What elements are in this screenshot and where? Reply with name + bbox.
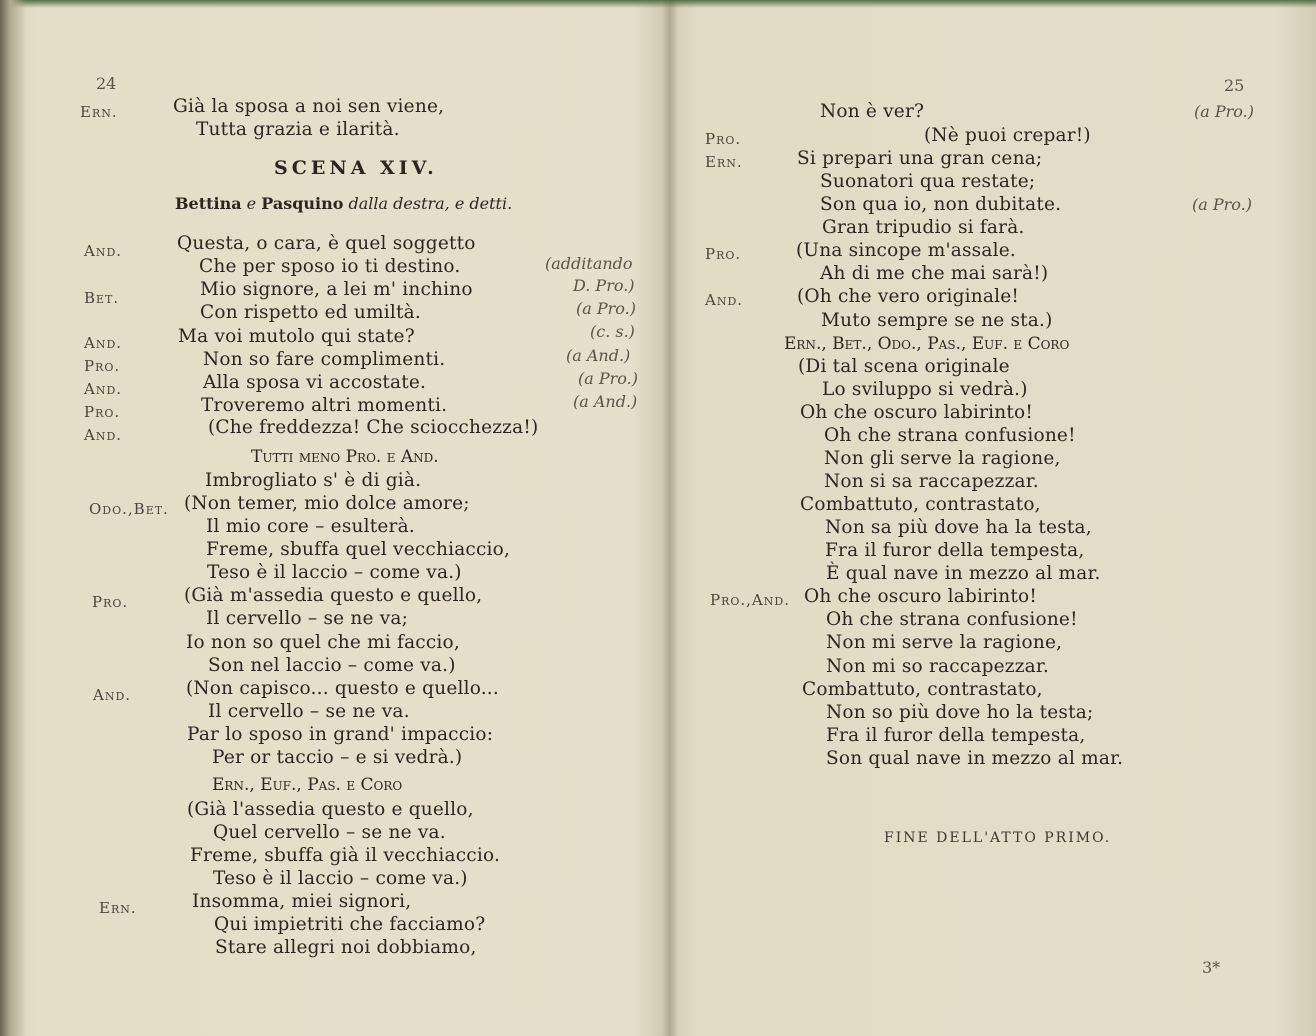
verse-line: (Che freddezza! Che sciocchezza!) xyxy=(208,417,539,438)
cast-name: Pasquino xyxy=(261,194,344,213)
verse-line: Combattuto, contrastato, xyxy=(802,679,1043,700)
cast-name: Bettina xyxy=(175,194,242,213)
verse-line: Teso è il laccio – come va.) xyxy=(213,868,468,889)
group-heading: Ern., Euf., Pas. e Coro xyxy=(212,775,403,795)
speaker: Ern. xyxy=(705,153,743,171)
stage-direction: (a And.) xyxy=(573,392,638,411)
verse-line: Gran tripudio si farà. xyxy=(822,217,1025,238)
cast-direction: dalla destra, e detti. xyxy=(348,194,513,213)
verse-line: Che per sposo io ti destino. xyxy=(199,256,461,277)
speaker: Pro. xyxy=(705,130,742,148)
cast-line xyxy=(175,194,512,213)
verse-line: Muto sempre se ne sta.) xyxy=(821,310,1053,331)
verse-line: (Non capisco... questo e quello... xyxy=(186,678,499,699)
verse-line: Con rispetto ed umiltà. xyxy=(200,302,421,323)
scene-heading: SCENA XIV. xyxy=(274,157,438,179)
verse-line: (Una sincope m'assale. xyxy=(796,240,1016,261)
verse-line: (Nè puoi crepar!) xyxy=(924,125,1091,146)
stage-direction: (additando xyxy=(545,254,633,273)
speaker: And. xyxy=(705,291,744,309)
verse-line: Non mi serve la ragione, xyxy=(826,632,1063,653)
stage-direction: (a Pro.) xyxy=(576,299,636,318)
speaker: Ern. xyxy=(99,899,137,917)
speaker: And. xyxy=(84,380,123,398)
verse-line: Questa, o cara, è quel soggetto xyxy=(177,233,476,254)
verse-line: Suonatori qua restate; xyxy=(820,171,1036,192)
verse-line: (Di tal scena originale xyxy=(798,356,1010,377)
verse-line: Ma voi mutolo qui state? xyxy=(178,326,415,347)
page-number: 25 xyxy=(1224,76,1245,95)
end-of-act: FINE DELL'ATTO PRIMO. xyxy=(884,830,1112,846)
verse-line: Oh che oscuro labirinto! xyxy=(804,586,1038,607)
verse-line: Qui impietriti che facciamo? xyxy=(214,914,486,935)
speaker: And. xyxy=(84,242,123,260)
speaker: Pro. xyxy=(84,403,121,421)
verse-line: Io non so quel che mi faccio, xyxy=(186,632,460,653)
cast-conj: e xyxy=(246,194,257,213)
verse-line: Son qual nave in mezzo al mar. xyxy=(826,748,1124,769)
verse-line: Freme, sbuffa quel vecchiaccio, xyxy=(206,539,511,560)
verse-line: (Già m'assedia questo e quello, xyxy=(184,585,483,606)
speaker: And. xyxy=(84,334,123,352)
verse-line: (Oh che vero originale! xyxy=(797,286,1020,307)
verse-line: Teso è il laccio – come va.) xyxy=(207,562,462,583)
verse-line: Non si sa raccapezzar. xyxy=(824,471,1039,492)
verse-line: Ah di me che mai sarà!) xyxy=(820,263,1049,284)
speaker: And. xyxy=(84,426,123,444)
speaker: Odo.,Bet. xyxy=(89,500,169,518)
speaker: Pro. xyxy=(92,593,129,611)
speaker: Pro. xyxy=(84,357,121,375)
verse-line: Son nel laccio – come va.) xyxy=(208,655,456,676)
verse-line: Insomma, miei signori, xyxy=(192,891,412,912)
verse-line: Alla sposa vi accostate. xyxy=(203,372,427,393)
verse-line: Lo sviluppo si vedrà.) xyxy=(822,379,1028,400)
verse-line: Il cervello – se ne va; xyxy=(206,608,409,629)
group-heading: Tutti meno Pro. e And. xyxy=(251,447,439,467)
page-number: 24 xyxy=(96,74,117,93)
verse-line: Oh che oscuro labirinto! xyxy=(800,402,1034,423)
verse-line: Par lo sposo in grand' impaccio: xyxy=(187,724,494,745)
verse-line: Fra il furor della tempesta, xyxy=(826,725,1086,746)
verse-line: Già la sposa a noi sen viene, xyxy=(173,96,445,117)
verse-line: Non so fare complimenti. xyxy=(203,349,446,370)
verse-line: Non mi so raccapezzar. xyxy=(826,656,1050,677)
right-page xyxy=(676,0,1316,1036)
signature-mark: 3* xyxy=(1202,958,1221,977)
stage-direction: (c. s.) xyxy=(590,322,635,341)
verse-line: Imbrogliato s' è di già. xyxy=(205,470,422,491)
verse-line: È qual nave in mezzo al mar. xyxy=(826,563,1101,584)
stage-direction: (a Pro.) xyxy=(578,369,638,388)
stage-direction: (a Pro.) xyxy=(1192,195,1252,214)
speaker: Ern. xyxy=(80,103,118,121)
stage-direction: D. Pro.) xyxy=(573,276,635,295)
verse-line: Oh che strana confusione! xyxy=(824,425,1076,446)
verse-line: Freme, sbuffa già il vecchiaccio. xyxy=(190,845,501,866)
stage-direction: (a Pro.) xyxy=(1194,102,1254,121)
verse-line: Non è ver? xyxy=(820,101,925,122)
verse-line: Non gli serve la ragione, xyxy=(824,448,1061,469)
verse-line: Fra il furor della tempesta, xyxy=(825,540,1085,561)
verse-line: Tutta grazia e ilarità. xyxy=(196,119,400,140)
verse-line: Per or taccio – e si vedrà.) xyxy=(212,747,463,768)
speaker: And. xyxy=(93,686,132,704)
verse-line: Mio signore, a lei m' inchino xyxy=(200,279,473,300)
verse-line: Stare allegri noi dobbiamo, xyxy=(215,937,477,958)
verse-line: Combattuto, contrastato, xyxy=(800,494,1041,515)
speaker: Bet. xyxy=(84,289,120,307)
stage-direction: (a And.) xyxy=(566,346,631,365)
speaker: Pro.,And. xyxy=(710,591,790,609)
verse-line: Si prepari una gran cena; xyxy=(797,148,1043,169)
group-heading: Ern., Bet., Odo., Pas., Euf. e Coro xyxy=(784,334,1070,354)
speaker: Pro. xyxy=(705,245,742,263)
verse-line: Son qua io, non dubitate. xyxy=(820,194,1062,215)
verse-line: Non so più dove ho la testa; xyxy=(826,702,1094,723)
verse-line: (Già l'assedia questo e quello, xyxy=(187,799,474,820)
verse-line: Il mio core – esulterà. xyxy=(206,516,415,537)
verse-line: Troveremo altri momenti. xyxy=(201,395,448,416)
verse-line: Oh che strana confusione! xyxy=(826,609,1078,630)
verse-line: Quel cervello – se ne va. xyxy=(213,822,446,843)
verse-line: Non sa più dove ha la testa, xyxy=(825,517,1092,538)
verse-line: Il cervello – se ne va. xyxy=(208,701,410,722)
verse-line: (Non temer, mio dolce amore; xyxy=(184,493,470,514)
